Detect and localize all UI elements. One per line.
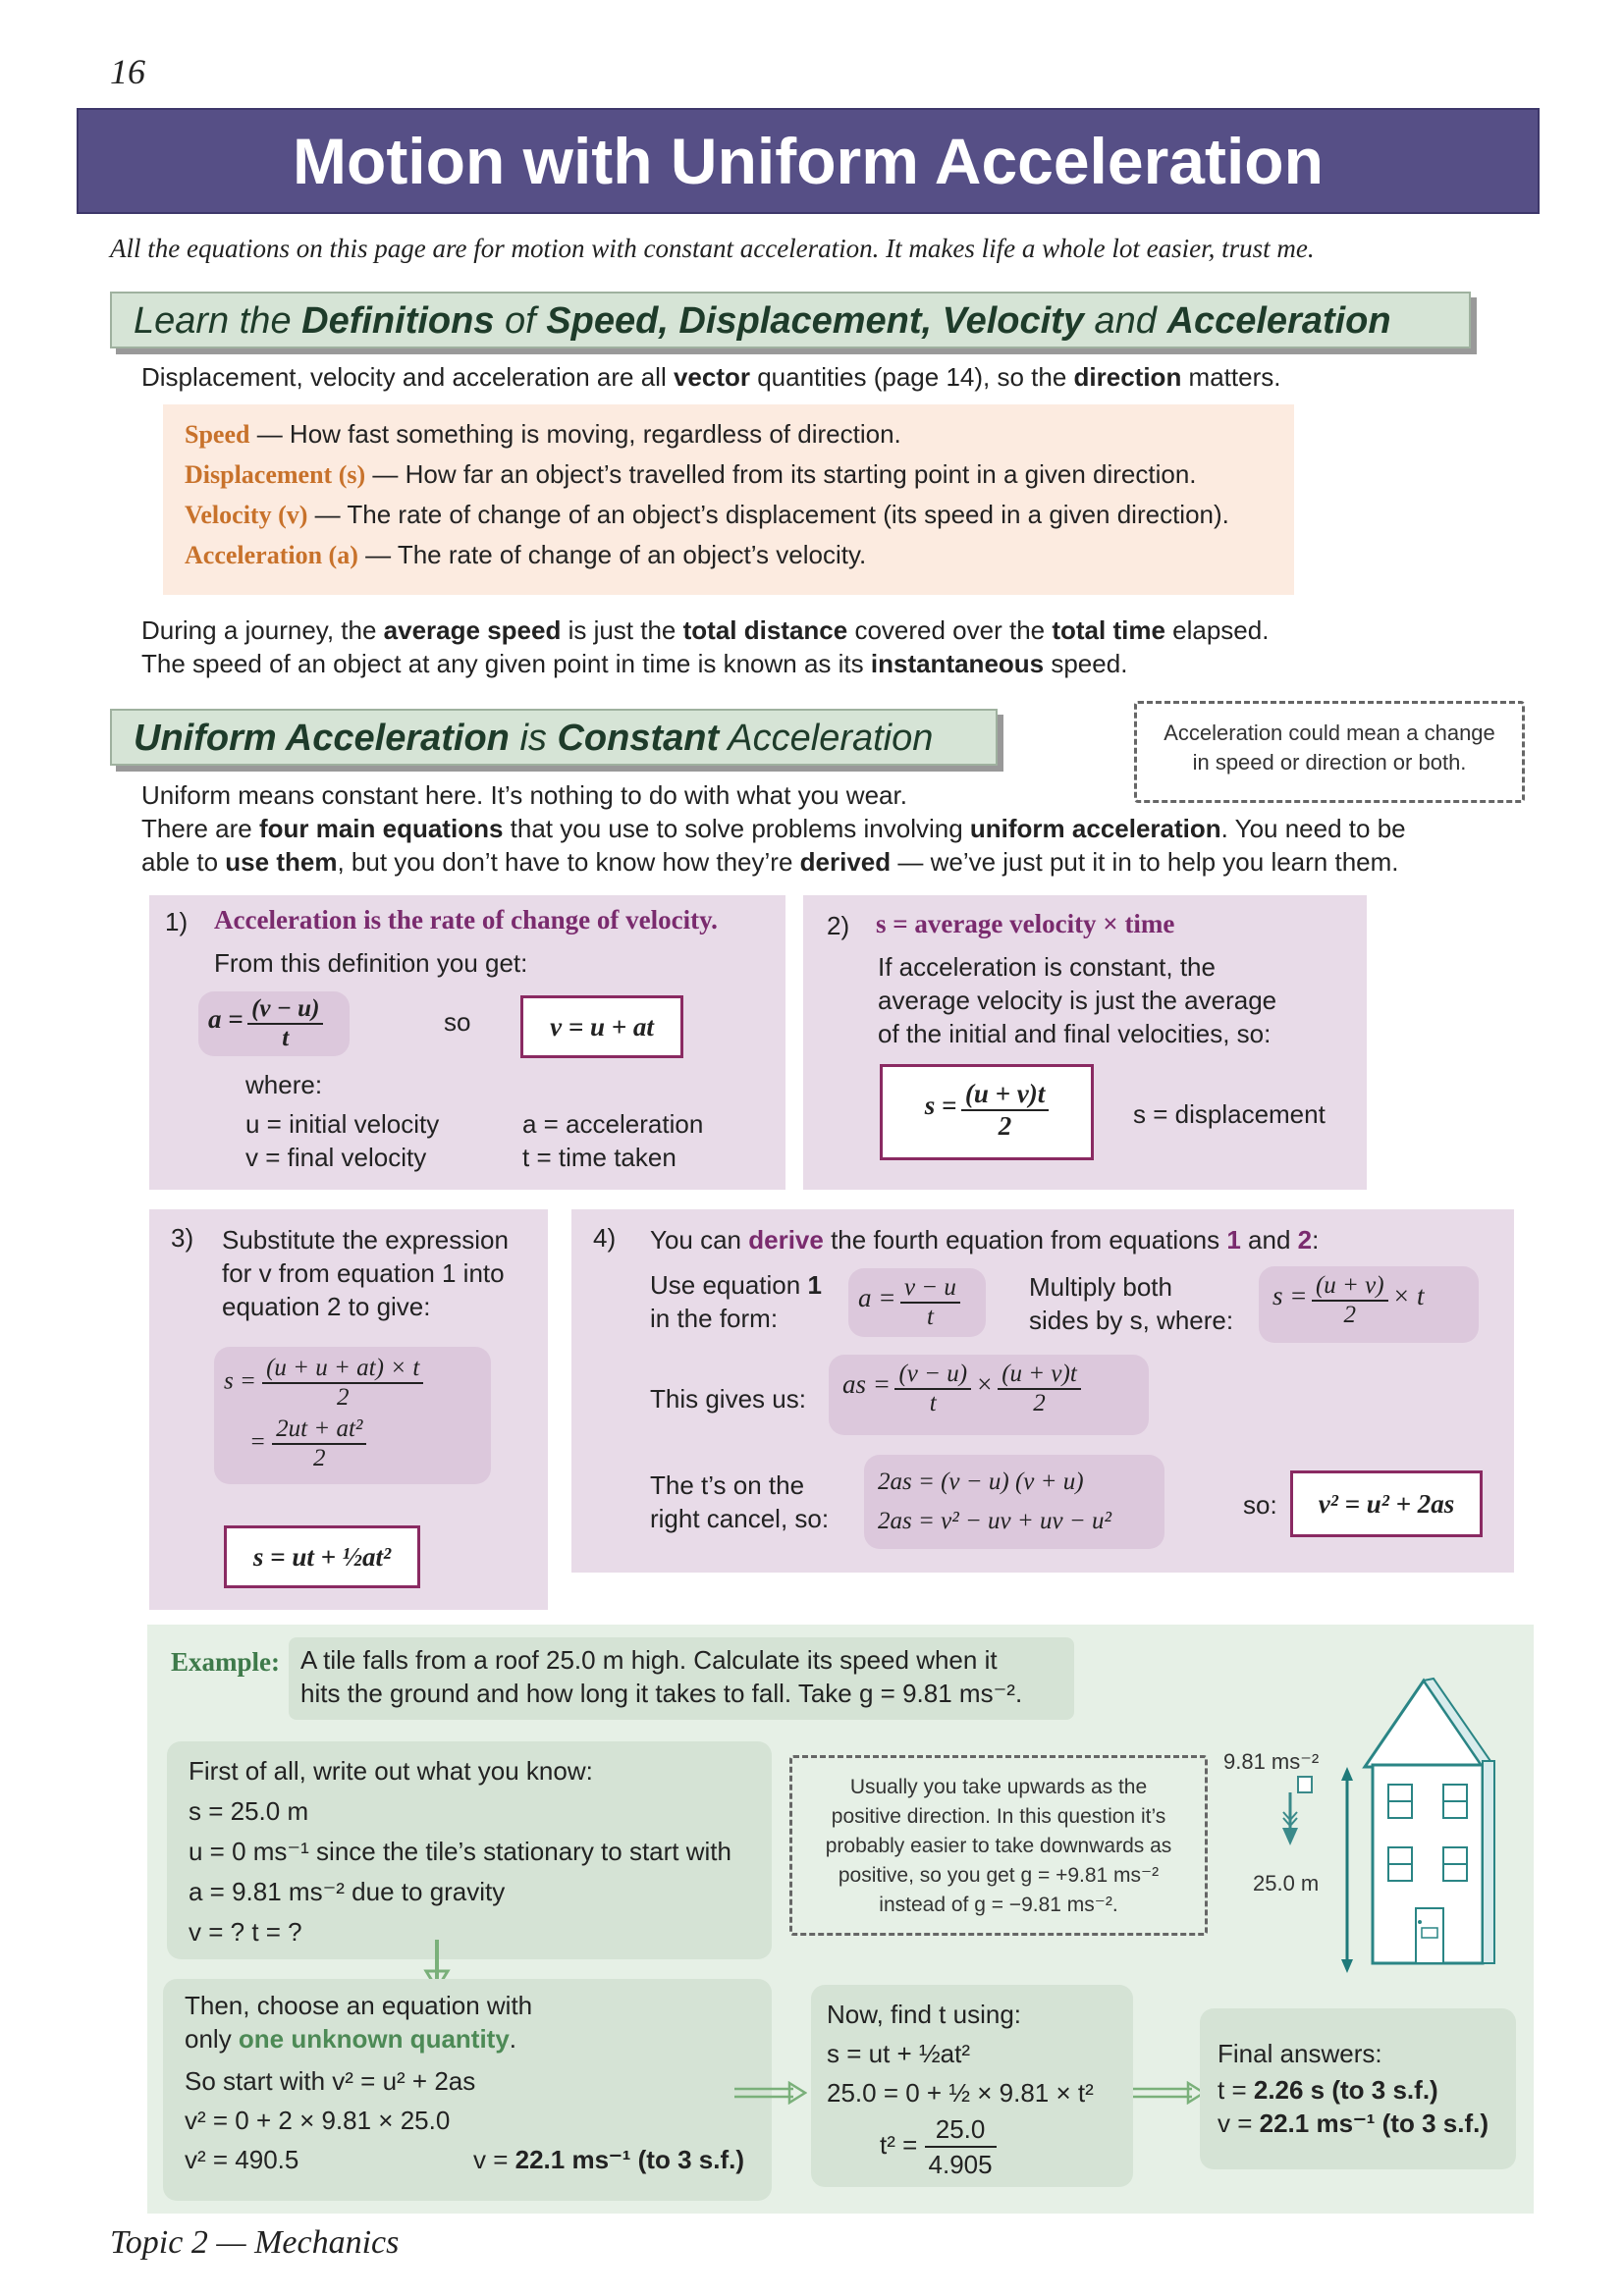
note-line: Acceleration could mean a change: [1164, 721, 1495, 745]
t-definition: t = time taken: [522, 1143, 677, 1172]
equation-1-sub: From this definition you get:: [214, 948, 528, 978]
note-line: positive direction. In this question it’s: [831, 1805, 1166, 1828]
equation-3-text: equation 2 to give:: [222, 1292, 431, 1321]
formula-s-average: s = $\frac{(u + v)}{2}$ × t: [1259, 1266, 1479, 1343]
page-number: 16: [110, 52, 145, 91]
use-them-text: able to use them, but you don’t have to know how they’re derived — we’ve just put it in to help you learn them.: [141, 847, 1399, 877]
note-line: positive, so you get g = +9.81 ms⁻²: [838, 1864, 1160, 1887]
where-label: where:: [245, 1070, 323, 1099]
so-label: so:: [1243, 1490, 1277, 1520]
equation-number: 1): [165, 907, 189, 936]
equation-3-text: Substitute the expression: [222, 1225, 509, 1255]
definition-displacement: Displacement (s) — How far an object’s travelled from its starting point in a given direction.: [185, 459, 1197, 489]
direction-note: [789, 1755, 1208, 1936]
multiply-text: Multiply both: [1029, 1272, 1172, 1302]
equation-3-panel: [149, 1209, 548, 1610]
equation-s-ut: s = ut + ½at²: [224, 1525, 420, 1588]
acceleration-note: [1134, 701, 1525, 803]
note-line: in speed or direction or both.: [1192, 750, 1467, 774]
definition-acceleration: Acceleration (a) — The rate of change of an object’s velocity.: [185, 540, 867, 569]
v-definition: v = final velocity: [245, 1143, 427, 1172]
section-header-uniform: Uniform Acceleration is Constant Acceleration: [110, 709, 998, 766]
choose-equation-box: Then, choose an equation with only one unknown quantity. So start with v² = u² + 2as v² = 0 + 2 × 9.81 × 25.0 v² = 490.5 v = 22.1 ms⁻¹ (to 3 s.f.): [163, 1979, 772, 2201]
equation-3-text: for v from equation 1 into: [222, 1258, 505, 1288]
gravity-label: 9.81 ms⁻²: [1223, 1749, 1320, 1774]
right-arrow-icon: [1133, 2081, 1206, 2105]
falling-tile-icon: [1276, 1767, 1316, 1849]
definition-velocity: Velocity (v) — The rate of change of an object’s displacement (its speed in a given direction).: [185, 500, 1229, 529]
find-t-box: Now, find t using: s = ut + ½at² 25.0 = 0 + ½ × 9.81 × t² t² = $\frac{25.0}{4.905}$: [811, 1985, 1133, 2187]
page-title: Motion with Uniform Acceleration: [77, 108, 1540, 214]
use-equation-text: Use equation 1: [650, 1270, 822, 1300]
equation-2-panel: [803, 895, 1367, 1190]
note-frame: [1134, 701, 1525, 803]
equation-number: 2): [827, 911, 850, 940]
example-question: A tile falls from a roof 25.0 m high. Calculate its speed when it hits the ground and how long it takes to fall. Take g = 9.81 ms⁻².: [289, 1637, 1074, 1720]
final-answers-box: Final answers: t = 2.26 s (to 3 s.f.) v = 22.1 ms⁻¹ (to 3 s.f.): [1200, 2008, 1516, 2169]
equation-2-text: If acceleration is constant, the: [878, 952, 1216, 982]
so-label: so: [444, 1007, 471, 1037]
formula-a-rearranged: a = $\frac{v - u}{t}$: [848, 1268, 986, 1337]
a-definition: a = acceleration: [522, 1109, 704, 1139]
definition-speed: Speed — How fast something is moving, regardless of direction.: [185, 419, 901, 449]
average-speed-text: During a journey, the average speed is just the total distance covered over the total time elapsed.: [141, 615, 1270, 645]
use-equation-text: in the form:: [650, 1304, 779, 1333]
equation-4-heading: You can derive the fourth equation from equations 1 and 2:: [650, 1225, 1320, 1255]
note-line: Usually you take upwards as the: [849, 1776, 1148, 1798]
knowns-box: First of all, write out what you know: s = 25.0 m u = 0 ms⁻¹ since the tile’s stationary to start with a = 9.81 ms⁻² due to gravity v = ? t = ?: [167, 1741, 772, 1959]
vector-paragraph: Displacement, velocity and acceleration are all vector quantities (page 14), so the direction matters.: [141, 362, 1281, 392]
multiply-text: sides by s, where:: [1029, 1306, 1234, 1335]
intro-text: All the equations on this page are for motion with constant acceleration. It makes life a whole lot easier, trust me.: [110, 234, 1315, 263]
acceleration-definition-formula: a = $\frac{(v - u)}{t}$: [198, 991, 350, 1056]
cancel-text: The t’s on the: [650, 1470, 805, 1500]
difference-of-squares-working: 2as = (v − u) (v + u) 2as = v² − uv + uv − u²: [864, 1455, 1164, 1549]
equation-v2-u2: v² = u² + 2as: [1290, 1470, 1483, 1537]
instantaneous-speed-text: The speed of an object at any given point in time is known as its instantaneous speed.: [141, 649, 1128, 678]
equation-1-heading: Acceleration is the rate of change of velocity.: [214, 905, 718, 934]
note-frame: [789, 1755, 1208, 1936]
footer-topic: Topic 2 — Mechanics: [110, 2224, 400, 2261]
equation-2-text: of the initial and final velocities, so:: [878, 1019, 1272, 1048]
formula-as-product: as = $\frac{(v - u)}{t}$ × $\frac{(u + v)t}{2}$: [829, 1355, 1149, 1435]
s-definition: s = displacement: [1133, 1099, 1326, 1129]
example-label: Example:: [171, 1647, 280, 1677]
height-label: 25.0 m: [1253, 1871, 1320, 1896]
note-line: instead of g = −9.81 ms⁻².: [879, 1894, 1118, 1916]
equation-2-text: average velocity is just the average: [878, 986, 1277, 1015]
four-equations-text: There are four main equations that you use to solve problems involving uniform acceleration. You need to be: [141, 814, 1406, 843]
uniform-means-text: Uniform means constant here. It’s nothing to do with what you wear.: [141, 780, 907, 810]
equation-4-panel: [571, 1209, 1514, 1573]
note-line: probably easier to take downwards as: [825, 1835, 1172, 1857]
right-arrow-icon: [734, 2081, 807, 2105]
equation-number: 4): [593, 1223, 617, 1253]
definitions-box: [163, 404, 1294, 595]
substitution-working: s = $\frac{(u + u + at) \times t}{2}$ = $\frac{\text{2ut + at²}}{2}$: [214, 1347, 491, 1484]
house-icon: [1326, 1669, 1522, 1973]
section-header-definitions: Learn the Definitions of Speed, Displacement, Velocity and Acceleration: [110, 292, 1471, 348]
equation-average-velocity: s = $\frac{(u + v)t}{2}$: [880, 1064, 1094, 1160]
equation-number: 3): [171, 1223, 194, 1253]
equation-v-u-at: v = u + at: [520, 995, 683, 1058]
equation-1-panel: [149, 895, 785, 1190]
u-definition: u = initial velocity: [245, 1109, 440, 1139]
equation-2-heading: s = average velocity × time: [876, 909, 1175, 938]
cancel-text: right cancel, so:: [650, 1504, 830, 1533]
gives-us-text: This gives us:: [650, 1384, 806, 1414]
